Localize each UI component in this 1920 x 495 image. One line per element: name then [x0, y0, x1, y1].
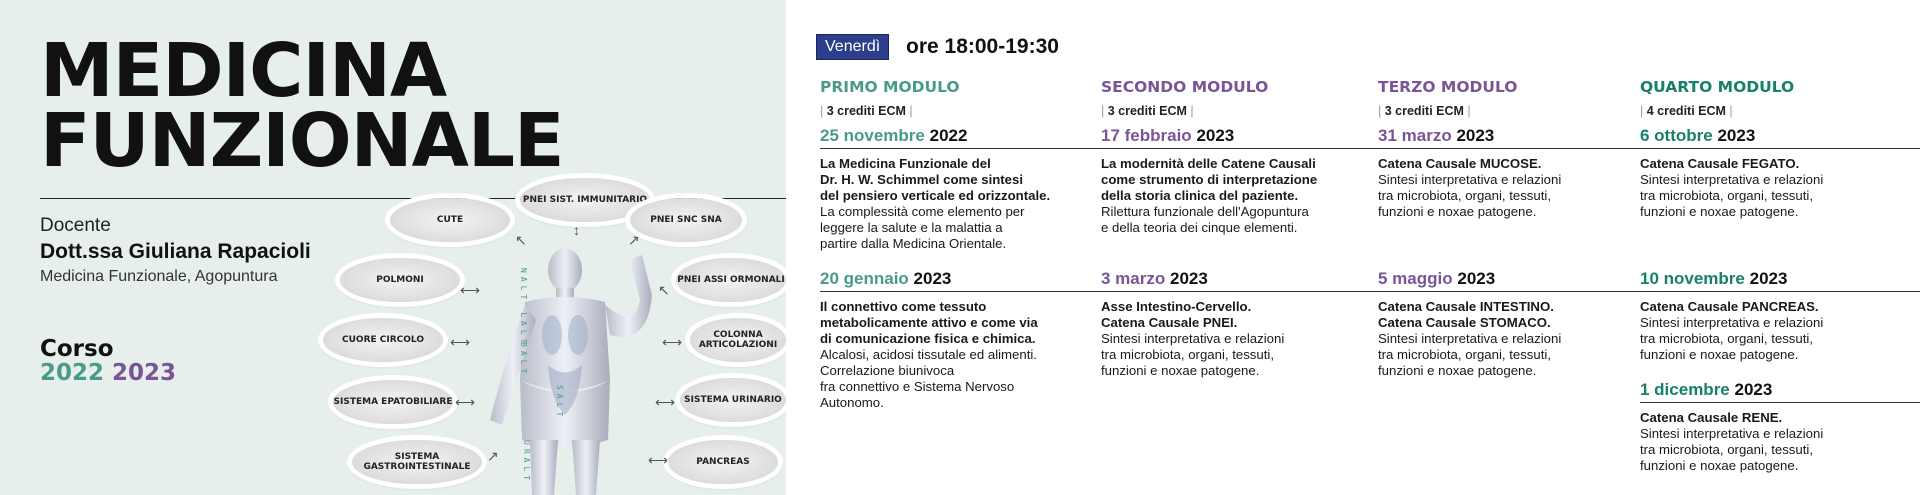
ecm-value: 4 crediti ECM: [1646, 104, 1726, 118]
desc-bold: Catena Causale FEGATO.: [1640, 156, 1800, 171]
desc-text: funzioni e noxae patogene.: [1101, 363, 1260, 378]
organ-pnei-snc: PNEI SNC SNA: [630, 198, 742, 242]
desc-text: funzioni e noxae patogene.: [1378, 363, 1537, 378]
desc-text: Sintesi interpretativa e relazioni: [1101, 331, 1285, 346]
date-month: 17 febbraio: [1101, 126, 1192, 145]
session-description: [1378, 156, 1628, 220]
meridian-label-2: BALT: [519, 342, 528, 378]
arrow-icon: ⟷: [450, 334, 471, 350]
desc-text: fra connettivo e Sistema Nervoso: [820, 379, 1015, 394]
module-title: TERZO MODULO: [1378, 78, 1518, 96]
desc-bold: La Medicina Funzionale del: [820, 156, 991, 171]
desc-text: Sintesi interpretativa e relazioni: [1378, 331, 1562, 346]
ecm-value: 3 crediti ECM: [1384, 104, 1464, 118]
desc-bold: come strumento di interpretazione: [1101, 172, 1318, 187]
meridian-label-4: URALT: [522, 440, 531, 485]
arrow-icon: ↕: [573, 222, 580, 238]
desc-text: Rilettura funzionale dell'Agopuntura: [1101, 204, 1309, 219]
desc-text: Sintesi interpretativa e relazioni: [1640, 172, 1824, 187]
program-panel: [786, 0, 1920, 495]
page-title: [40, 28, 564, 184]
module-ecm: | 3 crediti ECM |: [1378, 104, 1471, 118]
organ-urinario: SISTEMA URINARIO: [680, 378, 786, 422]
desc-text: tra microbiota, organi, tessuti,: [1640, 188, 1813, 203]
desc-text: Autonomo.: [820, 395, 884, 410]
module-1: [820, 78, 960, 118]
arrow-icon: ⟷: [648, 452, 669, 468]
desc-text: funzioni e noxae patogene.: [1640, 347, 1799, 362]
session-description: [1101, 156, 1371, 236]
row-divider: [820, 148, 1920, 149]
desc-text: Sintesi interpretativa e relazioni: [1640, 426, 1824, 441]
desc-bold: Asse Intestino-Cervello.: [1101, 299, 1252, 314]
date-month: 5 maggio: [1378, 269, 1453, 288]
desc-text: leggere la salute e la malattia a: [820, 220, 1003, 235]
ecm-value: 3 crediti ECM: [1107, 104, 1187, 118]
desc-bold: metabolicamente attivo e come via: [820, 315, 1038, 330]
desc-text: tra microbiota, organi, tessuti,: [1101, 347, 1274, 362]
date-month: 25 novembre: [820, 126, 925, 145]
desc-bold: Catena Causale INTESTINO.: [1378, 299, 1554, 314]
desc-text: tra microbiota, organi, tessuti,: [1378, 347, 1551, 362]
desc-text: e della teoria dei cinque elementi.: [1101, 220, 1298, 235]
module-3: [1378, 78, 1517, 118]
date-year: 2023: [913, 269, 952, 288]
day-badge: Venerdì: [816, 34, 889, 60]
desc-text: funzioni e noxae patogene.: [1640, 204, 1799, 219]
arrow-icon: ↖: [658, 282, 670, 298]
module-title: SECONDO MODULO: [1101, 78, 1269, 96]
organ-epatobiliare: SISTEMA EPATOBILIARE: [333, 380, 453, 424]
desc-bold: Il connettivo come tessuto: [820, 299, 987, 314]
desc-text: Sintesi interpretativa e relazioni: [1640, 315, 1824, 330]
meridian-label-1: NALT LALT: [519, 268, 528, 348]
corso-year-1: 2022: [40, 360, 105, 386]
session-description: [1640, 299, 1900, 363]
session-date: [1101, 269, 1208, 289]
organ-cuore: CUORE CIRCOLO: [323, 318, 443, 362]
desc-bold: La modernità delle Catene Causali: [1101, 156, 1316, 171]
desc-text: tra microbiota, organi, tessuti,: [1378, 188, 1551, 203]
arrow-icon: ⟷: [455, 394, 476, 410]
docente-label: Docente: [40, 215, 111, 236]
date-year: 2023: [1717, 126, 1756, 145]
date-month: 3 marzo: [1101, 269, 1166, 288]
session-date: [1378, 269, 1495, 289]
desc-bold: Catena Causale PNEI.: [1101, 315, 1238, 330]
session-date: [1640, 269, 1787, 289]
row-divider: [820, 291, 1920, 292]
session-date: [820, 269, 951, 289]
module-title: QUARTO MODULO: [1640, 78, 1795, 96]
title-line-1: MEDICINA: [40, 28, 447, 114]
session-date: [1101, 126, 1234, 146]
desc-bold: di comunicazione fisica e chimica.: [820, 331, 1036, 346]
date-month: 31 marzo: [1378, 126, 1452, 145]
desc-text: La complessità come elemento per: [820, 204, 1025, 219]
corso-year-2: 2023: [112, 360, 177, 386]
date-year: 2022: [929, 126, 968, 145]
arrow-icon: ⟷: [655, 394, 676, 410]
desc-bold: Catena Causale STOMACO.: [1378, 315, 1551, 330]
organ-cute: CUTE: [390, 198, 510, 242]
arrow-icon: ↗: [487, 448, 499, 464]
desc-bold: del pensiero verticale ed orizzontale.: [820, 188, 1051, 203]
date-month: 10 novembre: [1640, 269, 1745, 288]
organ-pnei-ormonali: PNEI ASSI ORMONALI: [676, 258, 786, 302]
module-4: [1640, 78, 1794, 118]
arrow-icon: ↖: [515, 232, 527, 248]
module-title: PRIMO MODULO: [820, 78, 960, 96]
desc-text: tra microbiota, organi, tessuti,: [1640, 331, 1813, 346]
left-panel: [0, 0, 786, 495]
corso-years: [40, 360, 176, 386]
session-date: [820, 126, 967, 146]
date-year: 2023: [1734, 380, 1773, 399]
row-divider: [1640, 402, 1920, 403]
organ-pancreas: PANCREAS: [668, 440, 778, 484]
arrow-icon: ⟷: [662, 334, 683, 350]
date-month: 1 dicembre: [1640, 380, 1730, 399]
module-ecm: | 3 crediti ECM |: [820, 104, 913, 118]
date-year: 2023: [1456, 126, 1495, 145]
ecm-value: 3 crediti ECM: [826, 104, 906, 118]
desc-bold: della storia clinica del paziente.: [1101, 188, 1299, 203]
desc-text: funzioni e noxae patogene.: [1640, 458, 1799, 473]
desc-text: tra microbiota, organi, tessuti,: [1640, 442, 1813, 457]
date-year: 2023: [1169, 269, 1208, 288]
session-description: [1378, 299, 1628, 379]
date-year: 2023: [1749, 269, 1788, 288]
session-date: [1378, 126, 1494, 146]
desc-text: partire dalla Medicina Orientale.: [820, 236, 1007, 251]
desc-text: Correlazione biunivoca: [820, 363, 955, 378]
corso-label: Corso: [40, 336, 114, 362]
session-description: [1101, 299, 1351, 379]
session-description: [820, 299, 1090, 411]
arrow-icon: ⟷: [460, 282, 481, 298]
meridian-label-3: SALT: [555, 385, 564, 421]
session-description: [1640, 410, 1900, 474]
organ-pnei-immunitario: PNEI SIST. IMMUNITARIO: [520, 178, 650, 222]
date-year: 2023: [1457, 269, 1496, 288]
title-line-2: FUNZIONALE: [40, 98, 564, 184]
desc-bold: Dr. H. W. Schimmel come sintesi: [820, 172, 1024, 187]
docente-subtitle: Medicina Funzionale, Agopuntura: [40, 268, 278, 285]
module-ecm: | 3 crediti ECM |: [1101, 104, 1194, 118]
time-label: ore 18:00-19:30: [906, 35, 1059, 58]
date-month: 20 gennaio: [820, 269, 909, 288]
organ-polmoni: POLMONI: [340, 258, 460, 302]
session-date: [1640, 126, 1755, 146]
date-year: 2023: [1196, 126, 1235, 145]
date-month: 6 ottobre: [1640, 126, 1713, 145]
desc-bold: Catena Causale PANCREAS.: [1640, 299, 1819, 314]
docente-name: Dott.ssa Giuliana Rapacioli: [40, 240, 311, 263]
desc-text: funzioni e noxae patogene.: [1378, 204, 1537, 219]
arrow-icon: ↗: [628, 232, 640, 248]
module-ecm: | 4 crediti ECM |: [1640, 104, 1733, 118]
organ-colonna: COLONNA ARTICOLAZIONI: [690, 318, 786, 362]
desc-bold: Catena Causale MUCOSE.: [1378, 156, 1542, 171]
session-description: [820, 156, 1090, 252]
organ-gastro: SISTEMA GASTROINTESTINALE: [352, 440, 482, 484]
desc-bold: Catena Causale RENE.: [1640, 410, 1783, 425]
module-2: [1101, 78, 1268, 118]
desc-text: Sintesi interpretativa e relazioni: [1378, 172, 1562, 187]
session-date: [1640, 380, 1772, 400]
desc-text: Alcalosi, acidosi tissutale ed alimenti.: [820, 347, 1037, 362]
session-description: [1640, 156, 1900, 220]
